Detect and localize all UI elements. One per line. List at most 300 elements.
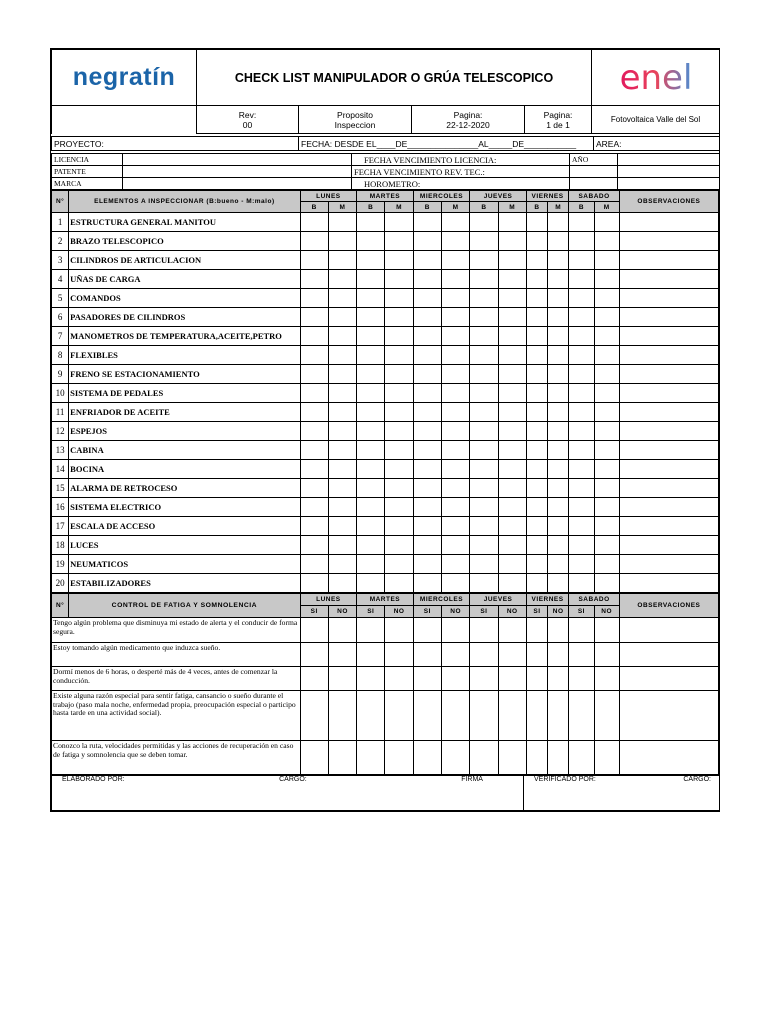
check-cell[interactable] xyxy=(569,574,594,593)
elaborado-box[interactable] xyxy=(52,776,524,811)
check-cell[interactable] xyxy=(569,517,594,536)
check-cell[interactable] xyxy=(470,327,498,346)
check-cell[interactable] xyxy=(385,308,413,327)
check-cell[interactable] xyxy=(328,498,356,517)
check-cell[interactable] xyxy=(526,365,547,384)
check-cell[interactable] xyxy=(548,232,569,251)
check-cell[interactable] xyxy=(413,308,441,327)
answer-cell[interactable] xyxy=(498,643,526,667)
observation-cell[interactable] xyxy=(619,308,718,327)
answer-cell[interactable] xyxy=(594,691,619,741)
check-cell[interactable] xyxy=(413,498,441,517)
check-cell[interactable] xyxy=(548,346,569,365)
check-cell[interactable] xyxy=(569,365,594,384)
check-cell[interactable] xyxy=(328,403,356,422)
answer-cell[interactable] xyxy=(357,643,385,667)
answer-cell[interactable] xyxy=(594,667,619,691)
check-cell[interactable] xyxy=(442,289,470,308)
check-cell[interactable] xyxy=(328,365,356,384)
check-cell[interactable] xyxy=(413,327,441,346)
observation-cell[interactable] xyxy=(619,741,718,775)
check-cell[interactable] xyxy=(569,384,594,403)
answer-cell[interactable] xyxy=(498,691,526,741)
check-cell[interactable] xyxy=(328,327,356,346)
check-cell[interactable] xyxy=(548,498,569,517)
check-cell[interactable] xyxy=(357,574,385,593)
observation-cell[interactable] xyxy=(619,691,718,741)
observation-cell[interactable] xyxy=(619,403,718,422)
check-cell[interactable] xyxy=(442,346,470,365)
observation-cell[interactable] xyxy=(619,251,718,270)
check-cell[interactable] xyxy=(442,498,470,517)
check-cell[interactable] xyxy=(526,460,547,479)
check-cell[interactable] xyxy=(300,574,328,593)
verificado-box[interactable] xyxy=(524,776,720,811)
check-cell[interactable] xyxy=(442,384,470,403)
answer-cell[interactable] xyxy=(385,741,413,775)
check-cell[interactable] xyxy=(526,498,547,517)
check-cell[interactable] xyxy=(548,251,569,270)
check-cell[interactable] xyxy=(569,536,594,555)
check-cell[interactable] xyxy=(300,422,328,441)
check-cell[interactable] xyxy=(498,403,526,422)
ano-value[interactable] xyxy=(618,154,720,166)
check-cell[interactable] xyxy=(470,479,498,498)
answer-cell[interactable] xyxy=(442,667,470,691)
check-cell[interactable] xyxy=(442,251,470,270)
answer-cell[interactable] xyxy=(526,741,547,775)
check-cell[interactable] xyxy=(385,555,413,574)
check-cell[interactable] xyxy=(569,403,594,422)
check-cell[interactable] xyxy=(442,536,470,555)
answer-cell[interactable] xyxy=(470,691,498,741)
answer-cell[interactable] xyxy=(357,667,385,691)
check-cell[interactable] xyxy=(385,574,413,593)
check-cell[interactable] xyxy=(470,517,498,536)
answer-cell[interactable] xyxy=(413,741,441,775)
check-cell[interactable] xyxy=(526,574,547,593)
check-cell[interactable] xyxy=(569,289,594,308)
check-cell[interactable] xyxy=(442,574,470,593)
answer-cell[interactable] xyxy=(569,667,594,691)
answer-cell[interactable] xyxy=(413,667,441,691)
check-cell[interactable] xyxy=(526,479,547,498)
check-cell[interactable] xyxy=(594,536,619,555)
check-cell[interactable] xyxy=(385,346,413,365)
check-cell[interactable] xyxy=(569,346,594,365)
check-cell[interactable] xyxy=(413,384,441,403)
check-cell[interactable] xyxy=(569,308,594,327)
answer-cell[interactable] xyxy=(300,643,328,667)
check-cell[interactable] xyxy=(498,498,526,517)
check-cell[interactable] xyxy=(526,251,547,270)
check-cell[interactable] xyxy=(328,213,356,232)
answer-cell[interactable] xyxy=(548,618,569,643)
check-cell[interactable] xyxy=(470,365,498,384)
check-cell[interactable] xyxy=(594,346,619,365)
check-cell[interactable] xyxy=(300,289,328,308)
check-cell[interactable] xyxy=(548,270,569,289)
check-cell[interactable] xyxy=(328,441,356,460)
answer-cell[interactable] xyxy=(300,618,328,643)
answer-cell[interactable] xyxy=(569,741,594,775)
check-cell[interactable] xyxy=(569,422,594,441)
check-cell[interactable] xyxy=(470,384,498,403)
check-cell[interactable] xyxy=(498,308,526,327)
answer-cell[interactable] xyxy=(300,691,328,741)
answer-cell[interactable] xyxy=(498,667,526,691)
check-cell[interactable] xyxy=(548,308,569,327)
check-cell[interactable] xyxy=(498,232,526,251)
answer-cell[interactable] xyxy=(526,691,547,741)
check-cell[interactable] xyxy=(442,517,470,536)
observation-cell[interactable] xyxy=(619,460,718,479)
check-cell[interactable] xyxy=(498,422,526,441)
check-cell[interactable] xyxy=(300,308,328,327)
check-cell[interactable] xyxy=(526,270,547,289)
check-cell[interactable] xyxy=(385,384,413,403)
check-cell[interactable] xyxy=(357,213,385,232)
observation-cell[interactable] xyxy=(619,365,718,384)
observation-cell[interactable] xyxy=(619,327,718,346)
check-cell[interactable] xyxy=(498,574,526,593)
answer-cell[interactable] xyxy=(548,691,569,741)
check-cell[interactable] xyxy=(548,365,569,384)
answer-cell[interactable] xyxy=(548,667,569,691)
check-cell[interactable] xyxy=(594,517,619,536)
answer-cell[interactable] xyxy=(548,741,569,775)
check-cell[interactable] xyxy=(442,479,470,498)
check-cell[interactable] xyxy=(470,536,498,555)
check-cell[interactable] xyxy=(548,460,569,479)
answer-cell[interactable] xyxy=(413,691,441,741)
check-cell[interactable] xyxy=(442,327,470,346)
check-cell[interactable] xyxy=(357,270,385,289)
check-cell[interactable] xyxy=(413,365,441,384)
check-cell[interactable] xyxy=(569,479,594,498)
check-cell[interactable] xyxy=(328,555,356,574)
check-cell[interactable] xyxy=(357,517,385,536)
check-cell[interactable] xyxy=(328,289,356,308)
answer-cell[interactable] xyxy=(328,643,356,667)
check-cell[interactable] xyxy=(385,517,413,536)
check-cell[interactable] xyxy=(470,498,498,517)
check-cell[interactable] xyxy=(357,251,385,270)
check-cell[interactable] xyxy=(526,555,547,574)
check-cell[interactable] xyxy=(300,517,328,536)
check-cell[interactable] xyxy=(569,213,594,232)
check-cell[interactable] xyxy=(548,289,569,308)
answer-cell[interactable] xyxy=(385,667,413,691)
check-cell[interactable] xyxy=(526,213,547,232)
answer-cell[interactable] xyxy=(594,741,619,775)
check-cell[interactable] xyxy=(442,441,470,460)
check-cell[interactable] xyxy=(548,441,569,460)
answer-cell[interactable] xyxy=(442,643,470,667)
check-cell[interactable] xyxy=(328,346,356,365)
check-cell[interactable] xyxy=(594,479,619,498)
observation-cell[interactable] xyxy=(619,346,718,365)
observation-cell[interactable] xyxy=(619,643,718,667)
check-cell[interactable] xyxy=(526,403,547,422)
answer-cell[interactable] xyxy=(357,618,385,643)
check-cell[interactable] xyxy=(498,365,526,384)
check-cell[interactable] xyxy=(470,289,498,308)
check-cell[interactable] xyxy=(300,270,328,289)
check-cell[interactable] xyxy=(413,422,441,441)
check-cell[interactable] xyxy=(569,460,594,479)
answer-cell[interactable] xyxy=(413,643,441,667)
check-cell[interactable] xyxy=(498,460,526,479)
check-cell[interactable] xyxy=(385,327,413,346)
check-cell[interactable] xyxy=(328,517,356,536)
check-cell[interactable] xyxy=(498,441,526,460)
observation-cell[interactable] xyxy=(619,555,718,574)
answer-cell[interactable] xyxy=(498,618,526,643)
check-cell[interactable] xyxy=(357,479,385,498)
check-cell[interactable] xyxy=(498,270,526,289)
check-cell[interactable] xyxy=(328,270,356,289)
check-cell[interactable] xyxy=(300,460,328,479)
check-cell[interactable] xyxy=(328,574,356,593)
check-cell[interactable] xyxy=(526,289,547,308)
check-cell[interactable] xyxy=(385,270,413,289)
answer-cell[interactable] xyxy=(300,741,328,775)
observation-cell[interactable] xyxy=(619,479,718,498)
check-cell[interactable] xyxy=(498,327,526,346)
check-cell[interactable] xyxy=(300,498,328,517)
check-cell[interactable] xyxy=(300,251,328,270)
answer-cell[interactable] xyxy=(328,691,356,741)
check-cell[interactable] xyxy=(385,232,413,251)
check-cell[interactable] xyxy=(498,517,526,536)
licencia-value[interactable] xyxy=(123,154,352,166)
check-cell[interactable] xyxy=(548,555,569,574)
check-cell[interactable] xyxy=(526,517,547,536)
check-cell[interactable] xyxy=(470,403,498,422)
check-cell[interactable] xyxy=(357,498,385,517)
check-cell[interactable] xyxy=(357,441,385,460)
check-cell[interactable] xyxy=(357,308,385,327)
check-cell[interactable] xyxy=(498,479,526,498)
check-cell[interactable] xyxy=(548,384,569,403)
check-cell[interactable] xyxy=(357,346,385,365)
check-cell[interactable] xyxy=(548,327,569,346)
answer-cell[interactable] xyxy=(526,618,547,643)
check-cell[interactable] xyxy=(498,251,526,270)
answer-cell[interactable] xyxy=(357,691,385,741)
check-cell[interactable] xyxy=(470,460,498,479)
observation-cell[interactable] xyxy=(619,289,718,308)
check-cell[interactable] xyxy=(413,574,441,593)
observation-cell[interactable] xyxy=(619,618,718,643)
check-cell[interactable] xyxy=(569,232,594,251)
check-cell[interactable] xyxy=(470,232,498,251)
check-cell[interactable] xyxy=(569,251,594,270)
answer-cell[interactable] xyxy=(498,741,526,775)
check-cell[interactable] xyxy=(357,384,385,403)
check-cell[interactable] xyxy=(328,536,356,555)
check-cell[interactable] xyxy=(357,403,385,422)
check-cell[interactable] xyxy=(442,403,470,422)
check-cell[interactable] xyxy=(300,441,328,460)
check-cell[interactable] xyxy=(594,574,619,593)
check-cell[interactable] xyxy=(328,384,356,403)
observation-cell[interactable] xyxy=(619,667,718,691)
check-cell[interactable] xyxy=(526,232,547,251)
check-cell[interactable] xyxy=(385,403,413,422)
check-cell[interactable] xyxy=(498,346,526,365)
check-cell[interactable] xyxy=(385,460,413,479)
check-cell[interactable] xyxy=(594,213,619,232)
check-cell[interactable] xyxy=(548,479,569,498)
answer-cell[interactable] xyxy=(569,643,594,667)
observation-cell[interactable] xyxy=(619,270,718,289)
check-cell[interactable] xyxy=(413,346,441,365)
check-cell[interactable] xyxy=(470,422,498,441)
observation-cell[interactable] xyxy=(619,498,718,517)
check-cell[interactable] xyxy=(442,460,470,479)
check-cell[interactable] xyxy=(594,308,619,327)
check-cell[interactable] xyxy=(442,308,470,327)
check-cell[interactable] xyxy=(526,536,547,555)
check-cell[interactable] xyxy=(594,270,619,289)
answer-cell[interactable] xyxy=(594,618,619,643)
check-cell[interactable] xyxy=(300,555,328,574)
answer-cell[interactable] xyxy=(470,741,498,775)
check-cell[interactable] xyxy=(357,365,385,384)
check-cell[interactable] xyxy=(498,213,526,232)
check-cell[interactable] xyxy=(413,289,441,308)
check-cell[interactable] xyxy=(300,384,328,403)
check-cell[interactable] xyxy=(498,555,526,574)
check-cell[interactable] xyxy=(328,479,356,498)
check-cell[interactable] xyxy=(498,289,526,308)
observation-cell[interactable] xyxy=(619,384,718,403)
check-cell[interactable] xyxy=(470,346,498,365)
answer-cell[interactable] xyxy=(328,741,356,775)
check-cell[interactable] xyxy=(413,479,441,498)
check-cell[interactable] xyxy=(498,384,526,403)
check-cell[interactable] xyxy=(300,536,328,555)
check-cell[interactable] xyxy=(300,232,328,251)
check-cell[interactable] xyxy=(470,308,498,327)
check-cell[interactable] xyxy=(548,536,569,555)
check-cell[interactable] xyxy=(470,213,498,232)
answer-cell[interactable] xyxy=(442,618,470,643)
check-cell[interactable] xyxy=(594,460,619,479)
check-cell[interactable] xyxy=(594,555,619,574)
check-cell[interactable] xyxy=(526,346,547,365)
check-cell[interactable] xyxy=(413,460,441,479)
check-cell[interactable] xyxy=(300,327,328,346)
check-cell[interactable] xyxy=(357,536,385,555)
check-cell[interactable] xyxy=(526,422,547,441)
check-cell[interactable] xyxy=(569,441,594,460)
check-cell[interactable] xyxy=(548,403,569,422)
check-cell[interactable] xyxy=(357,232,385,251)
check-cell[interactable] xyxy=(357,555,385,574)
check-cell[interactable] xyxy=(413,213,441,232)
check-cell[interactable] xyxy=(594,498,619,517)
check-cell[interactable] xyxy=(413,441,441,460)
check-cell[interactable] xyxy=(470,555,498,574)
check-cell[interactable] xyxy=(548,574,569,593)
check-cell[interactable] xyxy=(470,251,498,270)
check-cell[interactable] xyxy=(357,327,385,346)
check-cell[interactable] xyxy=(385,289,413,308)
check-cell[interactable] xyxy=(442,213,470,232)
answer-cell[interactable] xyxy=(357,741,385,775)
check-cell[interactable] xyxy=(442,365,470,384)
answer-cell[interactable] xyxy=(470,618,498,643)
answer-cell[interactable] xyxy=(300,667,328,691)
answer-cell[interactable] xyxy=(526,643,547,667)
check-cell[interactable] xyxy=(328,308,356,327)
answer-cell[interactable] xyxy=(413,618,441,643)
answer-cell[interactable] xyxy=(328,667,356,691)
check-cell[interactable] xyxy=(594,384,619,403)
check-cell[interactable] xyxy=(470,270,498,289)
check-cell[interactable] xyxy=(328,422,356,441)
observation-cell[interactable] xyxy=(619,441,718,460)
check-cell[interactable] xyxy=(385,251,413,270)
observation-cell[interactable] xyxy=(619,213,718,232)
check-cell[interactable] xyxy=(526,384,547,403)
answer-cell[interactable] xyxy=(385,691,413,741)
answer-cell[interactable] xyxy=(594,643,619,667)
patente-value[interactable] xyxy=(123,166,352,178)
check-cell[interactable] xyxy=(548,213,569,232)
check-cell[interactable] xyxy=(569,327,594,346)
check-cell[interactable] xyxy=(442,555,470,574)
answer-cell[interactable] xyxy=(442,691,470,741)
check-cell[interactable] xyxy=(526,327,547,346)
observation-cell[interactable] xyxy=(619,422,718,441)
check-cell[interactable] xyxy=(300,403,328,422)
check-cell[interactable] xyxy=(413,555,441,574)
check-cell[interactable] xyxy=(442,270,470,289)
check-cell[interactable] xyxy=(594,289,619,308)
check-cell[interactable] xyxy=(385,536,413,555)
check-cell[interactable] xyxy=(594,327,619,346)
check-cell[interactable] xyxy=(328,232,356,251)
check-cell[interactable] xyxy=(594,422,619,441)
answer-cell[interactable] xyxy=(569,618,594,643)
check-cell[interactable] xyxy=(526,308,547,327)
check-cell[interactable] xyxy=(442,422,470,441)
check-cell[interactable] xyxy=(413,251,441,270)
check-cell[interactable] xyxy=(594,232,619,251)
check-cell[interactable] xyxy=(548,422,569,441)
check-cell[interactable] xyxy=(385,422,413,441)
observation-cell[interactable] xyxy=(619,574,718,593)
check-cell[interactable] xyxy=(300,365,328,384)
check-cell[interactable] xyxy=(328,460,356,479)
answer-cell[interactable] xyxy=(470,643,498,667)
check-cell[interactable] xyxy=(357,460,385,479)
check-cell[interactable] xyxy=(594,365,619,384)
answer-cell[interactable] xyxy=(569,691,594,741)
answer-cell[interactable] xyxy=(328,618,356,643)
check-cell[interactable] xyxy=(526,441,547,460)
check-cell[interactable] xyxy=(300,346,328,365)
check-cell[interactable] xyxy=(548,517,569,536)
check-cell[interactable] xyxy=(413,232,441,251)
check-cell[interactable] xyxy=(442,232,470,251)
check-cell[interactable] xyxy=(413,403,441,422)
check-cell[interactable] xyxy=(385,479,413,498)
